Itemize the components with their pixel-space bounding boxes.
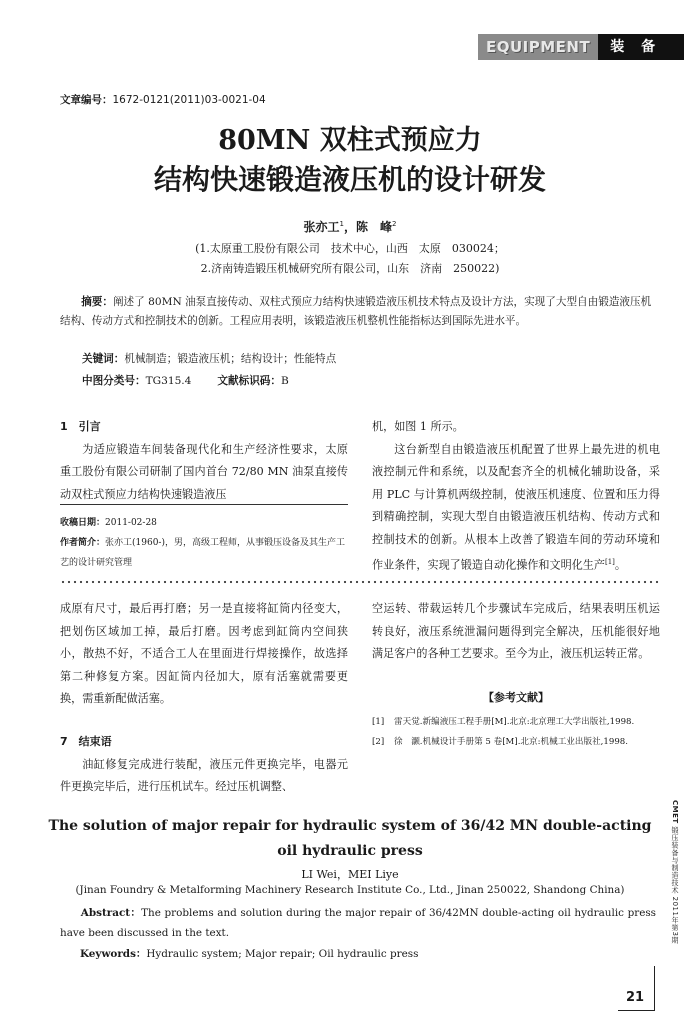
footnote-author [60, 533, 348, 573]
keywords [82, 351, 336, 366]
author-2-sup: 2 [392, 220, 397, 228]
abstract [60, 293, 656, 331]
article-number-label: 文章编号： [60, 94, 113, 106]
left-bottom-p1: 成原有尺寸，最后再打磨；另一是直接将缸筒内径变大，把划伤区域加工掉，最后打磨。因考虑到缸筒内空间狭小，散热不好，不适合工人在里面进行焊接操作，故选择第二种修复方案。因缸筒内径加大，原有活塞就需要更换，需重新配做活塞。 [60, 602, 348, 705]
article-number-value: 1672-0121(2011)03-0021-04 [112, 94, 266, 106]
reference-text: 徐 灏.机械设计手册第 5 卷[M].北京:机械工业出版社,1998. [394, 737, 629, 747]
keywords-label: 关键词： [82, 353, 125, 365]
right-column-bottom [372, 598, 660, 666]
english-keywords-label: Keywords： [80, 948, 147, 960]
left-column-bottom [60, 598, 348, 711]
journal-name: 锻压装备与制造技术 2011年第3期 [671, 826, 679, 944]
intro-column [60, 416, 348, 506]
page-number-rule-vertical [654, 966, 655, 1010]
right-bottom-p1: 空运转、带载运转几个步骤试车完成后，结果表明压机运转良好，液压系统泄漏问题得到完全解决，压机能很好地满足客户的各种工艺要求。至今为止，液压机运转正常。 [372, 602, 660, 660]
reference-number: [1] [372, 717, 385, 727]
affiliation-1: (1.太原重工股份有限公司 技术中心，山西 太原 030024； [195, 242, 505, 255]
authors [0, 218, 700, 235]
section-7-heading: 7 结束语 [60, 735, 112, 748]
received-date: 2011-02-28 [105, 518, 157, 528]
abstract-label: 摘要： [81, 296, 113, 308]
page-break-divider [60, 579, 660, 585]
journal-brand: CMET [671, 800, 679, 824]
page-number-rule-horizontal [618, 1010, 655, 1011]
english-title-line1: The solution of major repair for hydraulic system of 36/42 MN double-acting [48, 818, 652, 834]
reference-text: 雷天觉.新编液压工程手册[M].北京:北京理工大学出版社,1998. [394, 717, 635, 727]
section-tag-zh: 装 备 [598, 34, 684, 60]
author-1: 张亦工 [303, 220, 340, 234]
journal-side-label [664, 800, 680, 950]
english-keywords-text: Hydraulic system; Major repair; Oil hydraulic press [146, 948, 419, 960]
abstract-text: 阐述了 80MN 油泵直接传动、双柱式预应力结构快速锻造液压机技术特点及设计方法，实现了大型自由锻造液压机结构、传动方式和控制技术的创新。工程应用表明，该锻造液压机整机性能指标达到国际先进水平。 [60, 296, 652, 327]
section-tag-en: EQUIPMENT [478, 34, 598, 60]
classification [82, 373, 289, 388]
author-bio-label: 作者简介： [60, 538, 106, 548]
english-abstract [60, 903, 656, 943]
affiliation-2: 2.济南铸造锻压机械研究所有限公司，山东 济南 250022) [200, 262, 500, 275]
page-title-line2: 结构快速锻造液压机的设计研发 [153, 163, 546, 196]
english-affiliation: (Jinan Foundry & Metalforming Machinery Research Institute Co., Ltd., Jinan 250022, Shandong China) [75, 884, 625, 896]
author-2: 陈 峰 [356, 220, 393, 234]
right-column-top [372, 416, 660, 577]
right-top-p2-end: 。 [614, 558, 627, 572]
reference-number: [2] [372, 737, 385, 747]
received-label: 收稿日期： [60, 518, 106, 528]
references-list [372, 712, 660, 752]
page-number: 21 [625, 990, 645, 1005]
section-tag [478, 34, 684, 60]
author-sep: ， [343, 220, 356, 234]
section-1-paragraph: 为适应锻造车间装备现代化和生产经济性要求，太原重工股份有限公司研制了国内首台 72/80 MN 油泵直接传动双柱式预应力结构快速锻造液压 [60, 442, 348, 501]
english-keywords [80, 945, 418, 960]
author-bio-text: 张亦工(1960-)，男，高级工程师，从事锻压设备及其生产工艺的设计研究管理 [60, 538, 345, 568]
author-1-sup: 1 [339, 220, 344, 228]
doc-code-value: B [280, 375, 289, 387]
references-heading: 【参考文献】 [483, 691, 549, 704]
page-title-line1: 80MN 双柱式预应力 [218, 125, 482, 156]
clc-label: 中图分类号： [82, 375, 146, 387]
conclusion-section [60, 731, 348, 799]
doc-code-label: 文献标识码： [217, 375, 281, 387]
english-title-line2: oil hydraulic press [277, 843, 423, 859]
right-top-p2 [372, 439, 660, 578]
section-1-heading: 1 引言 [60, 420, 101, 433]
keywords-text: 机械制造；锻造液压机；结构设计；性能特点 [124, 353, 337, 365]
footnote-divider [60, 504, 348, 505]
right-top-p2-cite: [1] [604, 558, 615, 566]
right-top-p2-text: 这台新型自由锻造液压机配置了世界上最先进的机电液控制元件和系统，以及配套齐全的机械化辅助设备，采用 PLC 与计算机两级控制，使液压机速度、位置和压力得到精确控制，实现大型自由锻造液压机结构、传动方式和控制技术的创新。从根本上改善了锻造车间的劳动环境和作业条件，实现了锻造自动化操作和文明化生产 [372, 442, 660, 572]
section-7-paragraph: 油缸修复完成进行装配，液压元件更换完毕，电器元件更换完毕后，进行压机试车。经过压机调整、 [60, 757, 348, 793]
english-abstract-label: Abstract： [80, 907, 142, 919]
article-number [60, 92, 266, 107]
english-authors: LI Wei，MEI Liye [301, 868, 399, 881]
footnote-received [60, 513, 348, 533]
clc-value: TG315.4 [145, 375, 192, 387]
right-top-p1: 机，如图 1 所示。 [372, 420, 464, 433]
reference-item [372, 712, 660, 732]
english-abstract-text: The problems and solution during the major repair of 36/42MN double-acting oil hydraulic press have been discussed in the text. [60, 907, 657, 939]
reference-item [372, 732, 660, 752]
